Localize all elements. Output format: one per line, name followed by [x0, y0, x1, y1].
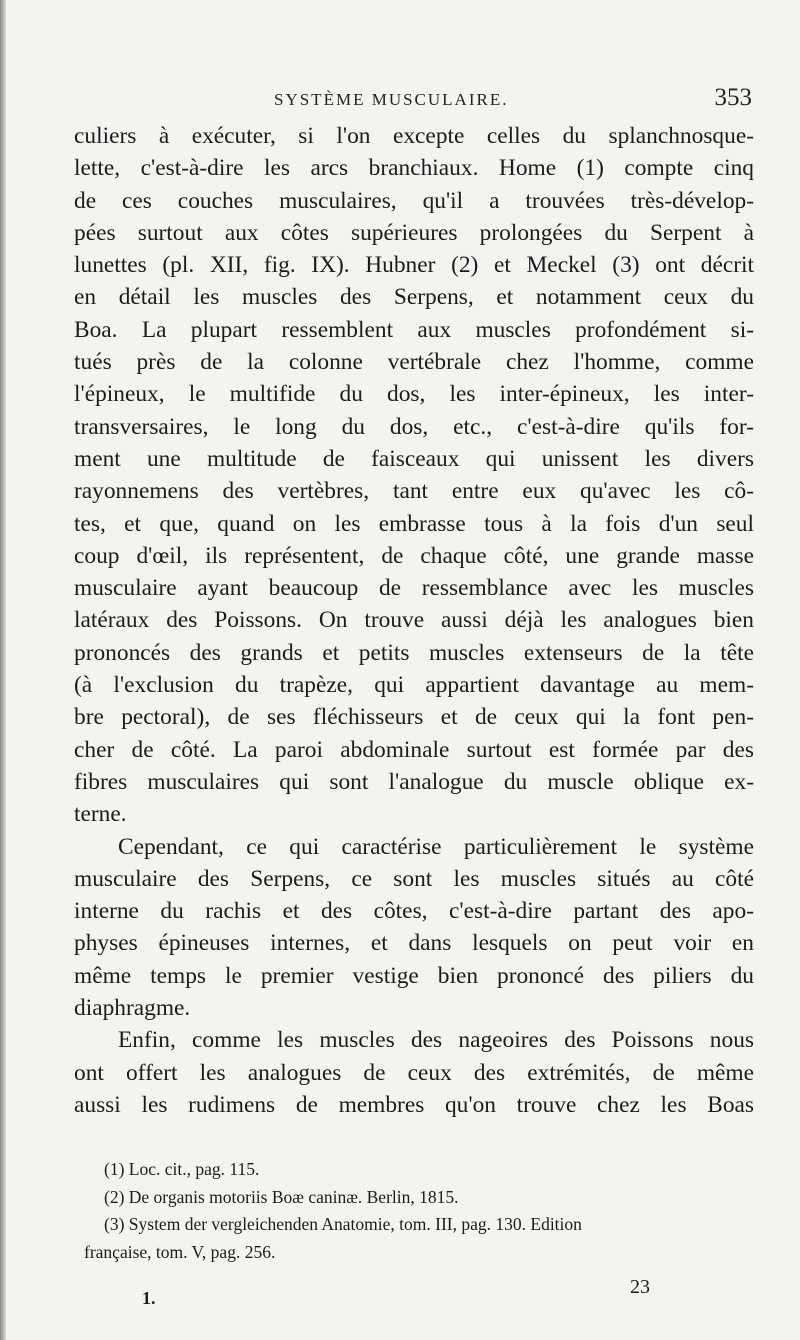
text-line: musculaire des Serpens, ce sont les muscles situés au côté	[74, 865, 754, 892]
text-line: latéraux des Poissons. On trouve aussi déjà les analogues bien	[74, 607, 754, 634]
text-line: physes épineuses internes, et dans lesquels on peut voir en	[74, 930, 754, 957]
running-head: SYSTÈME MUSCULAIRE.	[274, 90, 509, 109]
text-line: cher de côté. La paroi abdominale surtout est formée par des	[74, 736, 754, 763]
page-edge-shadow	[0, 0, 6, 1340]
text-line: en détail les muscles des Serpens, et notamment ceux du	[74, 284, 754, 311]
text-line: interne du rachis et des côtes, c'est-à-dire partant des apo-	[74, 898, 754, 925]
footnotes	[84, 1156, 764, 1266]
page-number: 353	[714, 84, 752, 111]
text-line: ont offert les analogues de ceux des extrémités, de même	[74, 1059, 754, 1086]
text-line: de ces couches musculaires, qu'il a trouvées très-dévelop-	[74, 187, 754, 214]
text-line: aussi les rudimens de membres qu'on trouve chez les Boas	[74, 1091, 754, 1118]
text-line: terne.	[74, 801, 127, 828]
text-line: même temps le premier vestige bien prononcé des piliers du	[74, 962, 754, 989]
text-line: lunettes (pl. XII, fig. IX). Hubner (2) et Meckel (3) ont décrit	[74, 252, 754, 279]
text-line: rayonnemens des vertèbres, tant entre eux qu'avec les cô-	[74, 478, 754, 505]
text-line: tes, et que, quand on les embrasse tous à la fois d'un seul	[74, 510, 754, 537]
text-line: lette, c'est-à-dire les arcs branchiaux. Home (1) compte cinq	[74, 155, 754, 182]
text-line: Cependant, ce qui caractérise particulièrement le système	[118, 833, 754, 860]
footnote: (2) De organis motoriis Boæ caninæ. Berlin, 1815.	[104, 1186, 459, 1207]
page-header	[74, 84, 754, 120]
text-line: tués près de la colonne vertébrale chez l'homme, comme	[74, 349, 754, 376]
text-line: Boa. La plupart ressemblent aux muscles profondément si-	[74, 316, 754, 343]
footnote-continuation: française, tom. V, pag. 256.	[84, 1241, 276, 1262]
body-text	[74, 120, 754, 1121]
text-line: musculaire ayant beaucoup de ressemblance avec les muscles	[74, 575, 754, 602]
text-line: prononcés des grands et petits muscles extenseurs de la tête	[74, 639, 754, 666]
text-line: diaphragme.	[74, 995, 191, 1022]
text-line: (à l'exclusion du trapèze, qui appartient davantage au mem-	[74, 672, 754, 699]
gathering-number: 23	[630, 1276, 650, 1298]
text-line: culiers à exécuter, si l'on excepte celles du splanchnosque-	[74, 123, 754, 149]
footnote: (3) System der vergleichenden Anatomie, tom. III, pag. 130. Edition	[104, 1214, 582, 1234]
signature-mark: 1.	[142, 1288, 156, 1308]
footnote: (1) Loc. cit., pag. 115.	[104, 1159, 260, 1179]
text-line: bre pectoral), de ses fléchisseurs et de ceux qui la font pen-	[74, 704, 754, 731]
text-line: coup d'œil, ils représentent, de chaque côté, une grande masse	[74, 542, 754, 569]
text-line: fibres musculaires qui sont l'analogue du muscle oblique ex-	[74, 768, 754, 795]
text-line: transversaires, le long du dos, etc., c'est-à-dire qu'ils for-	[74, 413, 754, 440]
text-line: ment une multitude de faisceaux qui unissent les divers	[74, 445, 754, 472]
text-line: l'épineux, le multifide du dos, les inter-épineux, les inter-	[74, 381, 754, 408]
text-line: pées surtout aux côtes supérieures prolongées du Serpent à	[74, 219, 754, 246]
text-line: Enfin, comme les muscles des nageoires des Poissons nous	[118, 1027, 754, 1054]
